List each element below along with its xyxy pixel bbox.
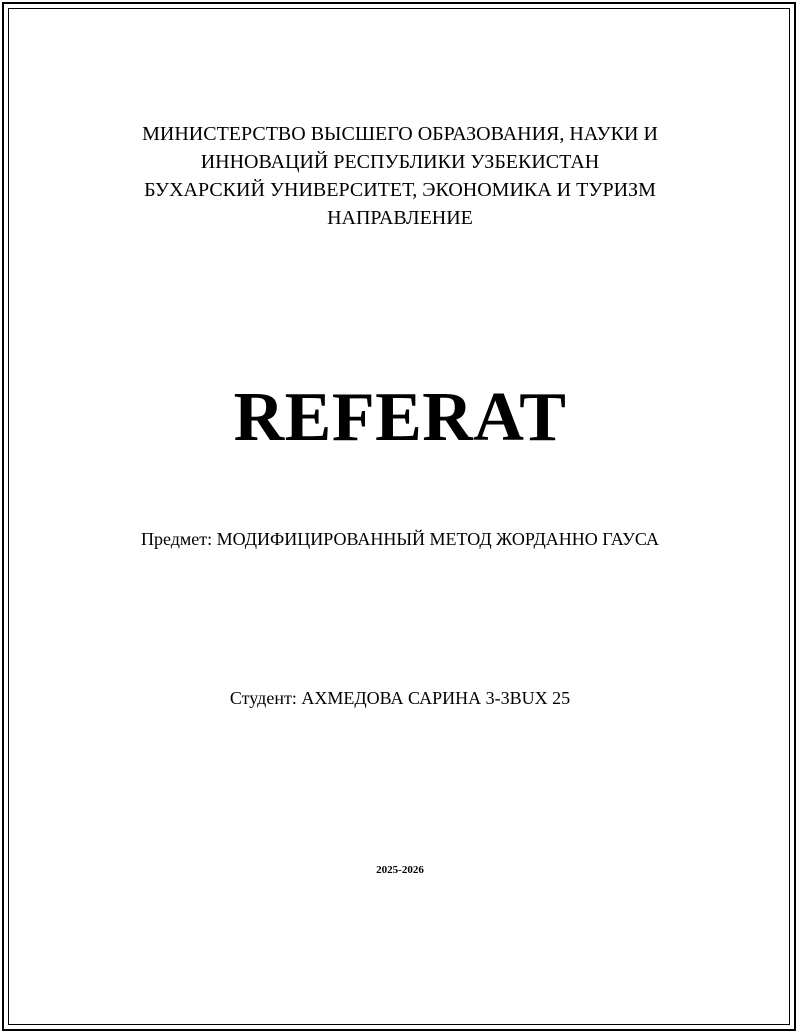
header-line-direction: НАПРАВЛЕНИЕ: [327, 207, 473, 229]
student-line: Студент: АХМЕДОВА САРИНА 3-3BUX 25: [229, 688, 571, 708]
academic-year: 2025-2026: [376, 864, 424, 876]
document-title: REFERAT: [233, 379, 567, 456]
institution-header: [0, 120, 800, 232]
header-line-university: БУХАРСКИЙ УНИВЕРСИТЕТ, ЭКОНОМИКА И ТУРИЗМ: [144, 179, 656, 201]
header-line-ministry: МИНИСТЕРСТВО ВЫСШЕГО ОБРАЗОВАНИЯ, НАУКИ И: [142, 123, 658, 145]
header-line-republic: ИННОВАЦИЙ РЕСПУБЛИКИ УЗБЕКИСТАН: [200, 151, 600, 173]
subject-line: Предмет: МОДИФИЦИРОВАННЫЙ МЕТОД ЖОРДАННО ГАУСА: [140, 529, 660, 549]
